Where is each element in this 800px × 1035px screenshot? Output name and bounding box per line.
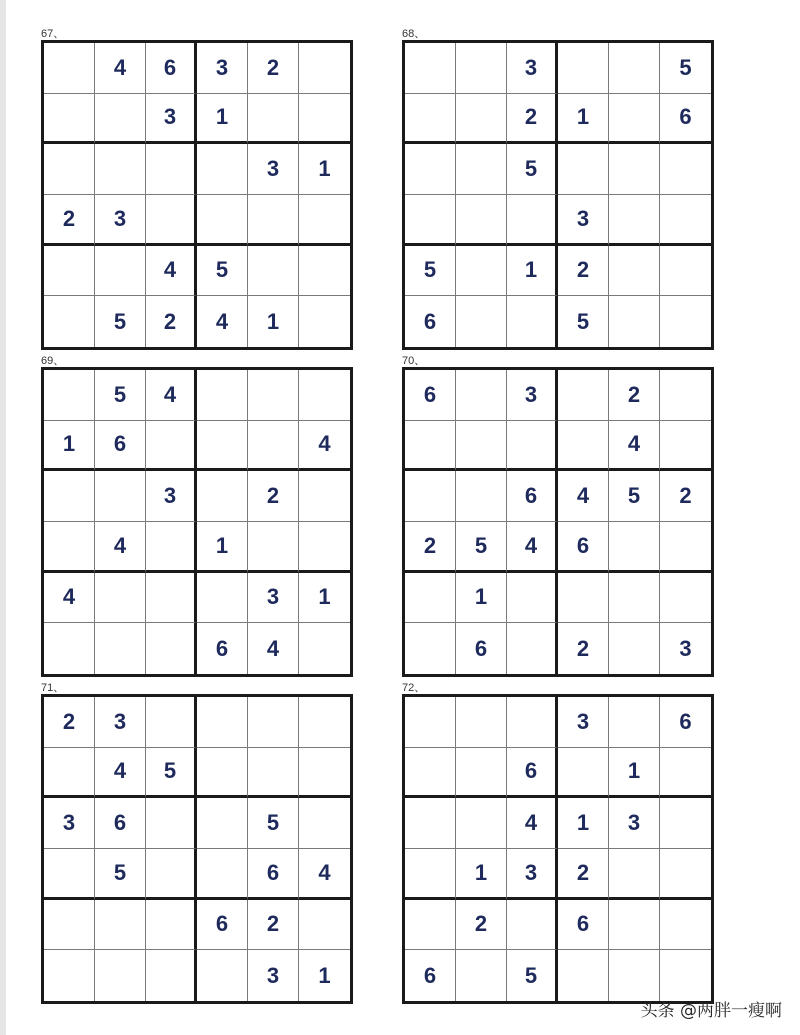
given-digit-cell: 5 (197, 246, 248, 297)
empty-cell[interactable] (456, 43, 507, 94)
given-digit-cell: 5 (609, 471, 660, 522)
empty-cell[interactable] (609, 43, 660, 94)
given-digit-cell: 2 (507, 94, 558, 145)
given-digit-cell: 3 (95, 195, 146, 246)
given-digit-cell: 4 (248, 623, 299, 674)
empty-cell[interactable] (609, 697, 660, 748)
empty-cell[interactable] (299, 246, 350, 297)
empty-cell[interactable] (248, 421, 299, 472)
empty-cell[interactable] (299, 195, 350, 246)
empty-cell[interactable] (609, 950, 660, 1001)
empty-cell[interactable] (405, 798, 456, 849)
empty-cell[interactable] (197, 421, 248, 472)
empty-cell[interactable] (405, 573, 456, 624)
empty-cell[interactable] (456, 246, 507, 297)
empty-cell[interactable] (609, 849, 660, 900)
puzzle-number: 71、 (41, 682, 65, 694)
empty-cell[interactable] (248, 195, 299, 246)
empty-cell[interactable] (44, 748, 95, 799)
given-digit-cell: 6 (405, 370, 456, 421)
sudoku-grid (402, 40, 714, 350)
given-digit-cell: 2 (558, 849, 609, 900)
empty-cell[interactable] (197, 748, 248, 799)
empty-cell[interactable] (456, 370, 507, 421)
puzzle-number: 67、 (41, 28, 65, 40)
empty-cell[interactable] (405, 748, 456, 799)
given-digit-cell: 4 (609, 421, 660, 472)
sudoku-grid (402, 694, 714, 1004)
given-digit-cell: 5 (95, 296, 146, 347)
given-digit-cell: 2 (248, 900, 299, 951)
empty-cell[interactable] (197, 471, 248, 522)
empty-cell[interactable] (299, 296, 350, 347)
empty-cell[interactable] (95, 144, 146, 195)
given-digit-cell: 2 (660, 471, 711, 522)
empty-cell[interactable] (558, 370, 609, 421)
empty-cell[interactable] (248, 697, 299, 748)
empty-cell[interactable] (146, 144, 197, 195)
empty-cell[interactable] (197, 950, 248, 1001)
empty-cell[interactable] (299, 522, 350, 573)
sudoku-grid (41, 694, 353, 1004)
empty-cell[interactable] (456, 94, 507, 145)
empty-cell[interactable] (299, 900, 350, 951)
empty-cell[interactable] (660, 144, 711, 195)
puzzle-number: 72、 (402, 682, 426, 694)
given-digit-cell: 3 (248, 573, 299, 624)
empty-cell[interactable] (507, 296, 558, 347)
given-digit-cell: 1 (299, 144, 350, 195)
given-digit-cell: 6 (405, 296, 456, 347)
empty-cell[interactable] (507, 623, 558, 674)
empty-cell[interactable] (405, 195, 456, 246)
puzzle-number: 69、 (41, 355, 65, 367)
empty-cell[interactable] (660, 748, 711, 799)
empty-cell[interactable] (609, 246, 660, 297)
empty-cell[interactable] (95, 623, 146, 674)
empty-cell[interactable] (456, 950, 507, 1001)
empty-cell[interactable] (558, 144, 609, 195)
empty-cell[interactable] (146, 573, 197, 624)
given-digit-cell: 3 (507, 849, 558, 900)
given-digit-cell: 6 (95, 798, 146, 849)
empty-cell[interactable] (405, 471, 456, 522)
empty-cell[interactable] (146, 798, 197, 849)
given-digit-cell: 1 (456, 849, 507, 900)
empty-cell[interactable] (95, 94, 146, 145)
empty-cell[interactable] (197, 370, 248, 421)
empty-cell[interactable] (299, 798, 350, 849)
empty-cell[interactable] (44, 296, 95, 347)
given-digit-cell: 2 (248, 471, 299, 522)
sudoku-grid (41, 367, 353, 677)
given-digit-cell: 4 (507, 798, 558, 849)
given-digit-cell: 1 (197, 522, 248, 573)
given-digit-cell: 3 (248, 950, 299, 1001)
empty-cell[interactable] (558, 421, 609, 472)
empty-cell[interactable] (44, 94, 95, 145)
given-digit-cell: 3 (679, 635, 692, 661)
empty-cell[interactable] (248, 748, 299, 799)
empty-cell[interactable] (558, 950, 609, 1001)
given-digit-cell: 2 (146, 296, 197, 347)
empty-cell[interactable] (609, 900, 660, 951)
empty-cell[interactable] (609, 195, 660, 246)
given-digit-cell: 2 (558, 246, 609, 297)
given-digit-cell: 6 (660, 94, 711, 145)
empty-cell[interactable] (660, 950, 711, 1001)
empty-cell[interactable] (146, 849, 197, 900)
given-digit-cell: 6 (197, 900, 248, 951)
given-digit-cell: 1 (558, 94, 609, 145)
given-digit-cell: 1 (456, 573, 507, 624)
empty-cell[interactable] (248, 370, 299, 421)
given-digit-cell: 1 (248, 296, 299, 347)
empty-cell[interactable] (44, 471, 95, 522)
empty-cell[interactable] (197, 573, 248, 624)
empty-cell[interactable] (146, 697, 197, 748)
given-digit-cell: 5 (507, 144, 558, 195)
given-digit-cell: 4 (146, 246, 197, 297)
given-digit-cell: 4 (197, 296, 248, 347)
empty-cell[interactable] (95, 900, 146, 951)
page-left-edge (0, 0, 6, 1035)
sudoku-grid (402, 367, 714, 677)
empty-cell[interactable] (95, 950, 146, 1001)
empty-cell[interactable] (507, 573, 558, 624)
empty-cell[interactable] (660, 195, 711, 246)
empty-cell[interactable] (146, 195, 197, 246)
given-digit-cell: 6 (507, 748, 558, 799)
empty-cell[interactable] (44, 370, 95, 421)
empty-cell[interactable] (609, 144, 660, 195)
empty-cell[interactable] (146, 950, 197, 1001)
empty-cell[interactable] (456, 798, 507, 849)
empty-cell[interactable] (609, 623, 660, 674)
empty-cell[interactable] (609, 296, 660, 347)
given-digit-cell: 2 (405, 522, 456, 573)
sudoku-grid (41, 40, 353, 350)
given-digit-cell: 4 (299, 849, 350, 900)
empty-cell[interactable] (558, 748, 609, 799)
puzzle-number: 70、 (402, 355, 426, 367)
empty-cell[interactable] (660, 421, 711, 472)
empty-cell[interactable] (660, 900, 711, 951)
empty-cell[interactable] (197, 697, 248, 748)
empty-cell[interactable] (405, 623, 456, 674)
given-digit-cell: 1 (299, 573, 350, 624)
given-digit-cell: 3 (558, 195, 609, 246)
given-digit-cell: 5 (95, 849, 146, 900)
empty-cell[interactable] (44, 849, 95, 900)
empty-cell[interactable] (44, 522, 95, 573)
empty-cell[interactable] (456, 296, 507, 347)
empty-cell[interactable] (405, 94, 456, 145)
empty-cell[interactable] (299, 370, 350, 421)
given-digit-cell: 6 (456, 623, 507, 674)
empty-cell[interactable] (558, 573, 609, 624)
given-digit-cell: 3 (507, 43, 558, 94)
empty-cell[interactable] (456, 144, 507, 195)
given-digit-cell: 5 (248, 798, 299, 849)
empty-cell[interactable] (456, 195, 507, 246)
empty-cell[interactable] (299, 471, 350, 522)
given-digit-cell: 1 (609, 748, 660, 799)
given-digit-cell: 3 (44, 798, 95, 849)
empty-cell[interactable] (248, 246, 299, 297)
given-digit-cell: 6 (660, 697, 711, 748)
empty-cell[interactable] (299, 623, 350, 674)
empty-cell[interactable] (146, 522, 197, 573)
empty-cell[interactable] (660, 849, 711, 900)
given-digit-cell: 1 (507, 246, 558, 297)
given-digit-cell: 4 (95, 522, 146, 573)
given-digit-cell: 4 (299, 421, 350, 472)
empty-cell[interactable] (44, 246, 95, 297)
empty-cell[interactable] (95, 471, 146, 522)
watermark-text: 头条 @两胖一瘦啊 (640, 1001, 782, 1021)
empty-cell[interactable] (405, 900, 456, 951)
empty-cell[interactable] (507, 421, 558, 472)
empty-cell[interactable] (197, 849, 248, 900)
empty-cell[interactable] (405, 697, 456, 748)
given-digit-cell: 2 (456, 900, 507, 951)
empty-cell[interactable] (197, 195, 248, 246)
empty-cell[interactable] (507, 195, 558, 246)
empty-cell[interactable] (299, 748, 350, 799)
empty-cell[interactable] (197, 144, 248, 195)
given-digit-cell: 4 (146, 370, 197, 421)
given-digit-cell: 6 (558, 900, 609, 951)
given-digit-cell: 6 (248, 849, 299, 900)
empty-cell[interactable] (197, 798, 248, 849)
empty-cell[interactable] (660, 246, 711, 297)
given-digit-cell: 5 (456, 522, 507, 573)
empty-cell[interactable] (405, 849, 456, 900)
empty-cell[interactable] (609, 573, 660, 624)
given-digit-cell: 6 (146, 43, 197, 94)
empty-cell[interactable] (299, 43, 350, 94)
given-digit-cell: 3 (609, 798, 660, 849)
empty-cell[interactable] (248, 522, 299, 573)
given-digit-cell: 1 (558, 798, 609, 849)
empty-cell[interactable] (405, 43, 456, 94)
given-digit-cell: 4 (507, 522, 558, 573)
empty-cell[interactable] (456, 471, 507, 522)
given-digit-cell: 6 (405, 950, 456, 1001)
empty-cell[interactable] (660, 370, 711, 421)
given-digit-cell: 4 (44, 573, 95, 624)
empty-cell[interactable] (146, 900, 197, 951)
empty-cell[interactable] (44, 623, 95, 674)
given-digit-cell: 3 (146, 94, 197, 145)
empty-cell[interactable] (660, 573, 711, 624)
empty-cell[interactable] (44, 144, 95, 195)
given-digit-cell: 6 (507, 471, 558, 522)
empty-cell[interactable] (507, 697, 558, 748)
given-digit-cell: 2 (44, 697, 95, 748)
empty-cell[interactable] (660, 798, 711, 849)
given-digit-cell: 3 (558, 697, 609, 748)
empty-cell[interactable] (146, 421, 197, 472)
given-digit-cell: 3 (95, 697, 146, 748)
empty-cell[interactable] (44, 950, 95, 1001)
given-digit-cell: 6 (197, 623, 248, 674)
empty-cell[interactable] (44, 900, 95, 951)
empty-cell[interactable] (95, 246, 146, 297)
empty-cell[interactable] (299, 697, 350, 748)
empty-cell[interactable] (299, 94, 350, 145)
given-digit-cell: 3 (248, 144, 299, 195)
given-digit-cell: 5 (405, 246, 456, 297)
empty-cell[interactable] (507, 900, 558, 951)
empty-cell[interactable] (44, 43, 95, 94)
empty-cell[interactable] (558, 43, 609, 94)
given-digit-cell: 6 (95, 421, 146, 472)
given-digit-cell: 2 (558, 623, 609, 674)
given-digit-cell: 1 (197, 94, 248, 145)
given-digit-cell: 6 (558, 522, 609, 573)
given-digit-cell: 1 (318, 962, 331, 988)
empty-cell[interactable] (609, 94, 660, 145)
empty-cell[interactable] (660, 522, 711, 573)
given-digit-cell: 4 (95, 43, 146, 94)
puzzle-number: 68、 (402, 28, 426, 40)
given-digit-cell: 3 (507, 370, 558, 421)
given-digit-cell: 3 (197, 43, 248, 94)
empty-cell[interactable] (456, 697, 507, 748)
empty-cell[interactable] (405, 421, 456, 472)
given-digit-cell: 3 (146, 471, 197, 522)
empty-cell[interactable] (248, 94, 299, 145)
given-digit-cell: 5 (146, 748, 197, 799)
empty-cell[interactable] (609, 522, 660, 573)
empty-cell[interactable] (146, 623, 197, 674)
given-digit-cell: 1 (44, 421, 95, 472)
given-digit-cell: 2 (44, 195, 95, 246)
given-digit-cell: 4 (95, 748, 146, 799)
empty-cell[interactable] (660, 296, 711, 347)
given-digit-cell: 2 (609, 370, 660, 421)
empty-cell[interactable] (456, 748, 507, 799)
empty-cell[interactable] (95, 573, 146, 624)
given-digit-cell: 4 (558, 471, 609, 522)
given-digit-cell: 5 (558, 296, 609, 347)
empty-cell[interactable] (456, 421, 507, 472)
given-digit-cell: 2 (248, 43, 299, 94)
given-digit-cell: 5 (95, 370, 146, 421)
given-digit-cell: 5 (507, 950, 558, 1001)
empty-cell[interactable] (405, 144, 456, 195)
given-digit-cell: 5 (660, 43, 711, 94)
